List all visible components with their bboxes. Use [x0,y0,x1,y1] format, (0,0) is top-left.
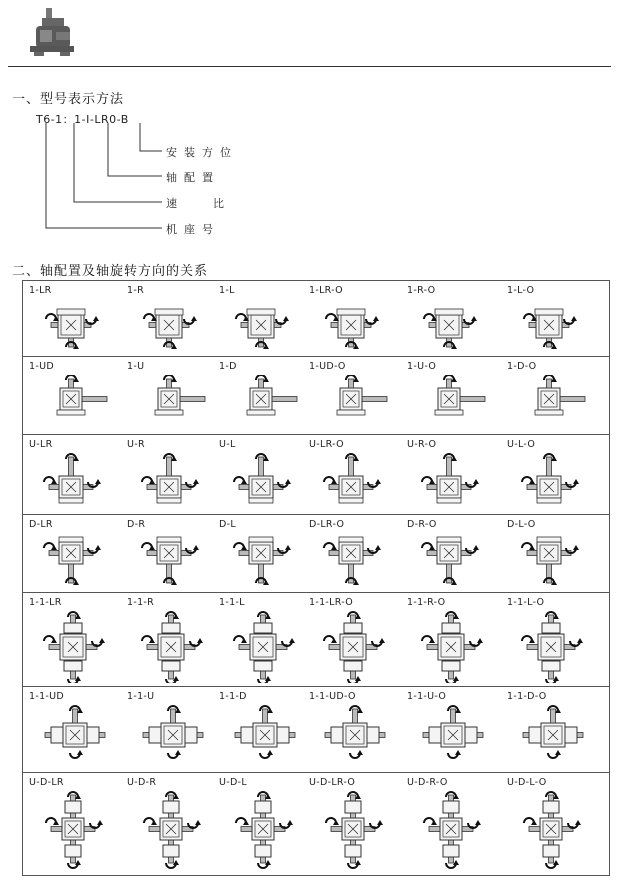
model-code-legend-lines [0,0,631,260]
configuration-label: U-R [127,439,145,450]
configuration-row [23,687,609,773]
configuration-cell [127,773,217,875]
shaft-diagram-icon [43,453,113,505]
shaft-diagram-icon [233,533,303,585]
shaft-diagram-icon [43,299,113,351]
configuration-label: 1-1-UD-O [309,691,356,702]
configuration-cell [309,773,399,875]
configuration-cell [127,515,217,592]
legend-label-shaft-config: 轴配置 [166,171,220,184]
shaft-diagram-icon [233,611,303,683]
shaft-diagram-icon [421,533,491,585]
configuration-label: 1-D-O [507,361,537,372]
configuration-cell [309,515,399,592]
configuration-cell [127,357,217,434]
section-title-model-notation: 一、型号表示方法 [12,92,125,107]
model-code-example: T6-1：1-I-LR0-B [36,113,129,126]
configuration-label: 1-R [127,285,144,296]
shaft-diagram-icon [521,375,591,427]
configuration-label: 1-1-R [127,597,155,608]
shaft-diagram-icon [323,791,393,871]
shaft-diagram-icon [141,375,211,427]
configuration-cell [29,515,119,592]
shaft-diagram-icon [323,299,393,351]
configuration-row [23,515,609,593]
configuration-cell [407,435,497,514]
legend-label-mounting: 安装方位 [166,146,238,159]
configuration-label: 1-1-D [219,691,247,702]
configuration-label: 1-R-O [407,285,436,296]
configuration-cell [219,357,309,434]
configuration-cell [507,435,597,514]
shaft-diagram-icon [233,705,309,765]
configuration-label: 1-U-O [407,361,437,372]
configuration-cell [29,357,119,434]
shaft-diagram-icon [141,705,217,765]
configuration-cell [507,357,597,434]
shaft-diagram-icon [323,611,393,683]
configuration-label: D-R [127,519,146,530]
configuration-label: 1-UD [29,361,54,372]
legend-label-ratio: 速 比 [166,197,224,210]
shaft-diagram-icon [141,791,211,871]
shaft-diagram-icon [323,705,399,765]
configuration-row [23,773,609,875]
configuration-label: 1-1-UD [29,691,65,702]
configuration-cell [407,687,497,772]
configuration-cell [127,687,217,772]
configuration-cell [507,773,597,875]
section-title-shaft-rotation: 二、轴配置及轴旋转方向的关系 [12,264,209,279]
shaft-diagram-icon [521,299,591,351]
configuration-label: U-D-L [219,777,247,788]
configuration-cell [507,515,597,592]
configuration-label: 1-U [127,361,145,372]
configuration-cell [127,593,217,686]
configuration-cell [219,515,309,592]
configuration-label: U-D-R-O [407,777,448,788]
configuration-cell [29,281,119,356]
configuration-cell [309,435,399,514]
configuration-label: U-D-R [127,777,157,788]
configuration-cell [219,281,309,356]
configuration-cell [309,687,399,772]
configuration-cell [219,773,309,875]
shaft-diagram-icon [521,533,591,585]
configuration-label: U-L-O [507,439,536,450]
configuration-cell [127,435,217,514]
shaft-diagram-icon [521,453,591,505]
configuration-cell [29,687,119,772]
configuration-label: 1-1-LR-O [309,597,354,608]
configuration-row [23,593,609,687]
shaft-diagram-icon [421,791,491,871]
configuration-label: D-LR [29,519,53,530]
configuration-cell [219,687,309,772]
shaft-diagram-icon [43,611,113,683]
configuration-label: 1-LR [29,285,52,296]
configuration-cell [219,435,309,514]
configuration-label: D-LR-O [309,519,345,530]
shaft-diagram-icon [421,453,491,505]
configuration-cell [507,281,597,356]
configuration-cell [309,281,399,356]
configuration-label: 1-1-L-O [507,597,545,608]
configuration-cell [507,593,597,686]
shaft-diagram-icon [141,299,211,351]
shaft-diagram-icon [323,375,393,427]
configuration-row [23,281,609,357]
shaft-diagram-icon [323,453,393,505]
shaft-diagram-icon [521,705,597,765]
shaft-diagram-icon [141,611,211,683]
shaft-diagram-icon [323,533,393,585]
configuration-label: 1-1-R-O [407,597,446,608]
configuration-label: 1-1-U [127,691,155,702]
configuration-label: U-LR-O [309,439,344,450]
configuration-label: 1-LR-O [309,285,343,296]
configuration-row [23,357,609,435]
shaft-diagram-icon [233,299,303,351]
configuration-cell [309,357,399,434]
configuration-label: 1-UD-O [309,361,346,372]
configuration-cell [407,593,497,686]
shaft-diagram-icon [43,791,113,871]
configuration-label: U-R-O [407,439,437,450]
shaft-diagram-icon [421,375,491,427]
configuration-cell [407,773,497,875]
legend-label-frame-size: 机座号 [166,223,220,236]
shaft-diagram-icon [521,791,591,871]
configuration-label: D-L [219,519,236,530]
configuration-cell [507,687,597,772]
configuration-cell [407,515,497,592]
configuration-cell [407,281,497,356]
configuration-label: 1-1-D-O [507,691,547,702]
configuration-label: 1-L [219,285,235,296]
shaft-diagram-icon [141,533,211,585]
shaft-diagram-icon [421,299,491,351]
configuration-label: U-LR [29,439,53,450]
configuration-cell [29,435,119,514]
shaft-diagram-icon [521,611,591,683]
shaft-diagram-icon [421,705,497,765]
configuration-label: 1-1-L [219,597,245,608]
configuration-cell [309,593,399,686]
configuration-label: 1-D [219,361,237,372]
configuration-label: 1-1-U-O [407,691,447,702]
configuration-label: 1-L-O [507,285,535,296]
shaft-configuration-grid [22,280,610,876]
shaft-diagram-icon [233,375,303,427]
shaft-diagram-icon [233,453,303,505]
configuration-row [23,435,609,515]
configuration-cell [29,593,119,686]
shaft-diagram-icon [141,453,211,505]
shaft-diagram-icon [43,705,119,765]
configuration-label: D-L-O [507,519,536,530]
configuration-label: U-D-LR-O [309,777,356,788]
shaft-diagram-icon [43,533,113,585]
configuration-cell [219,593,309,686]
configuration-label: U-D-L-O [507,777,547,788]
shaft-diagram-icon [43,375,113,427]
configuration-label: U-L [219,439,236,450]
configuration-label: D-R-O [407,519,437,530]
configuration-cell [29,773,119,875]
configuration-label: U-D-LR [29,777,64,788]
shaft-diagram-icon [421,611,491,683]
configuration-cell [407,357,497,434]
configuration-label: 1-1-LR [29,597,62,608]
configuration-cell [127,281,217,356]
shaft-diagram-icon [233,791,303,871]
